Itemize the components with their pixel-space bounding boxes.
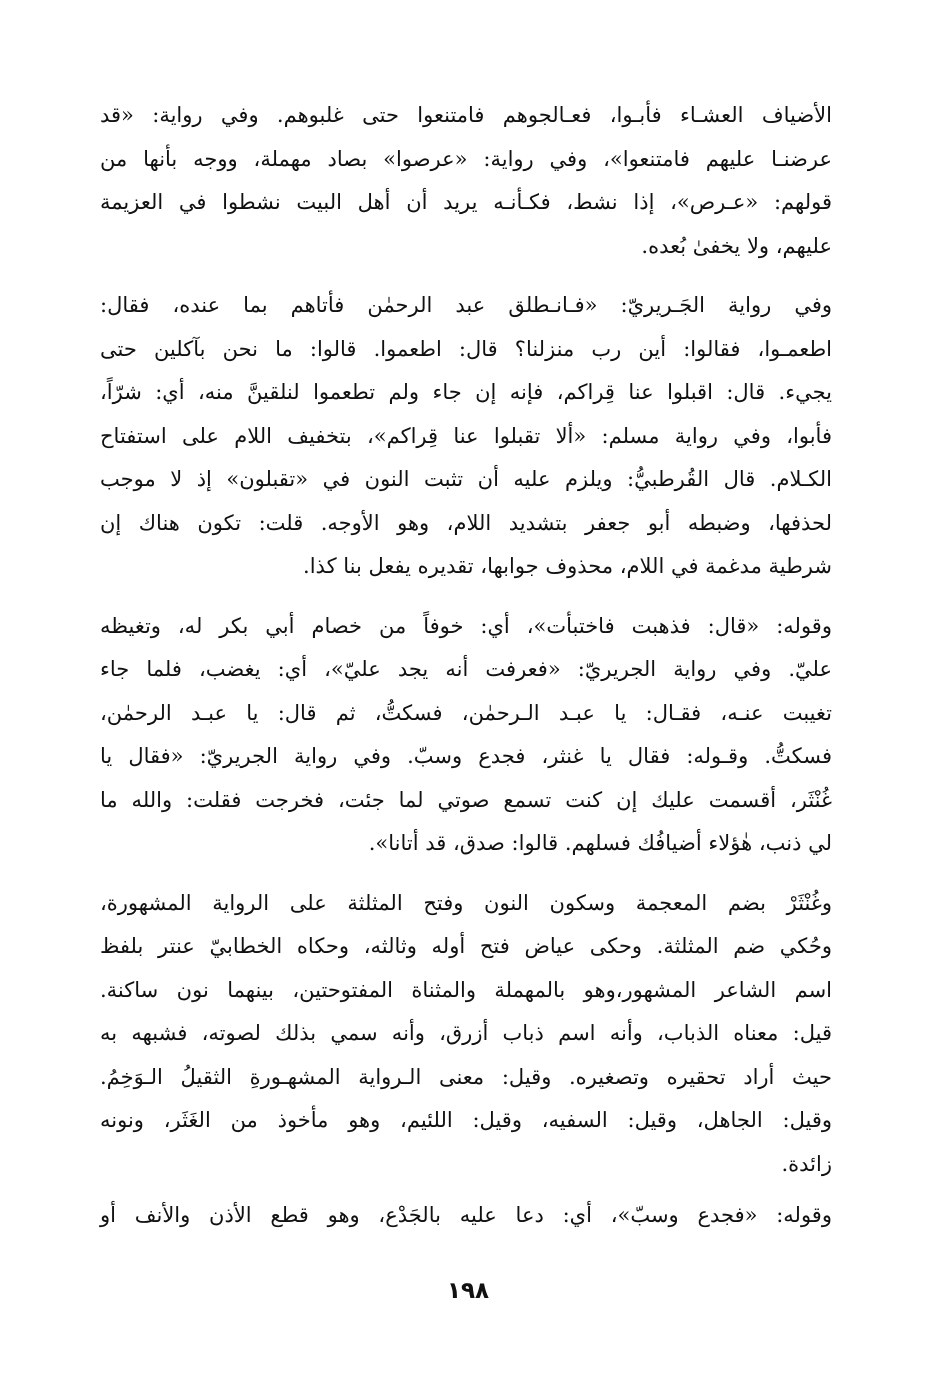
text-line: تغيبت عنـه، فقـال: يا عبـد الـرحمٰن، فسكتُّ، ثم قال: يا عبـد الرحمٰن،	[100, 700, 832, 725]
text-line: وقيل: الجاهل، وقيل: السفيه، وقيل: اللئيم، وهو مأخوذ من الغَثَر، ونونه	[100, 1108, 832, 1132]
text-line: عليهم، ولا يخفىٰ بُعده.	[641, 233, 832, 258]
text-line: وحُكي ضم المثلثة. وحكى عياض فتح أوله وثالثه، وحكاه الخطابيّ عنتر بلفظ	[100, 934, 832, 958]
text-line: فسكتُّ. وقـوله: فقال يا غنثر، فجدع وسبّ. وفي رواية الجريريّ: «فقال يا	[100, 744, 832, 768]
text-line: عرضنـا عليهم فامتنعوا»، وفي رواية: «عرصوا» بصاد مهملة، ووجه بأنها من	[100, 146, 832, 171]
text-line: اطعمـوا، فقالوا: أين رب منزلنا؟ قال: اطعموا. قالوا: ما نحن بآكلين حتى	[100, 336, 832, 361]
paragraph-5	[100, 1194, 832, 1238]
text-line: وقوله: «قال: فذهبت فاختبأت»، أي: خوفاً من خصام أبي بكر له، وتغيظه	[100, 613, 832, 638]
text-line: فأبوا، وفي رواية مسلم: «ألا تقبلوا عنا قِراكم»، بتخفيف اللام على استفتاح	[100, 423, 832, 448]
paragraph-1	[100, 94, 832, 268]
text-line: الأضياف العشـاء فأبـوا، فعـالجوهم فامتنعوا حتى غلبوهم. وفي رواية: «قد	[100, 103, 832, 127]
text-line: قيل: معناه الذباب، وأنه اسم ذباب أزرق، وأنه سمي بذلك لصوته، فشبهه به	[100, 1021, 832, 1045]
paragraph-3	[100, 605, 832, 866]
text-line: شرطية مدغمة في اللام، محذوف جوابها، تقديره يفعل بنا كذا.	[303, 554, 832, 578]
text-line: وغُنْثَرْ بضم المعجمة وسكون النون وفتح المثلثة على الرواية المشهورة،	[100, 890, 832, 915]
text-line: عليّ. وفي رواية الجريريّ: «فعرفت أنه يجد عليّ»، أي: يغضب، فلما جاء	[100, 657, 832, 681]
text-line: غُنْثَر، أقسمت عليك إن كنت تسمع صوتي لما جئت، فخرجت فقلت: والله ما	[100, 787, 832, 812]
paragraph-2	[100, 284, 832, 589]
text-line: اسم الشاعر المشهور،وهو بالمهملة والمثناة المفتوحتين، بينهما نون ساكنة.	[100, 977, 832, 1002]
text-line: قولهم: «عـرص»، إذا نشط، فكـأنـه يريد أن أهل البيت نشطوا في العزيمة	[100, 190, 832, 214]
page-body	[100, 94, 832, 1238]
page-number: ١٩٨	[446, 1278, 490, 1304]
text-line: لي ذنب، هٰؤلاء أضيافُك فسلهم. قالوا: صدق، قد أتانا».	[368, 831, 832, 855]
text-line: وفي رواية الجَـريريّ: «فـانـطلق عبد الرحمٰن فأتاهم بما عنده، فقال:	[100, 293, 832, 317]
text-line: حيث أراد تحقيره وتصغيره. وقيل: معنى الـرواية المشهـورةِ الثقيلُ الـوَخِمُ.	[100, 1064, 832, 1089]
text-line: زائدة.	[781, 1151, 832, 1176]
text-line: وقوله: «فجدع وسبّ»، أي: دعا عليه بالجَدْع، وهو قطع الأذن والأنف أو	[100, 1203, 832, 1227]
text-line: لحذفها، وضبطه أبو جعفر بتشديد اللام، وهو الأوجه. قلت: تكون هناك إن	[100, 510, 832, 535]
paragraph-4	[100, 882, 832, 1187]
text-line: الكـلام. قال القُرطبيُّ: ويلزم عليه أن تثبت النون في «تقبلون» إذ لا موجب	[100, 467, 832, 491]
text-line: يجيء. قال: اقبلوا عنا قِراكم، فإنه إن جاء ولم تطعموا لنلقينَّ منه، أي: شرّاً،	[100, 380, 832, 404]
